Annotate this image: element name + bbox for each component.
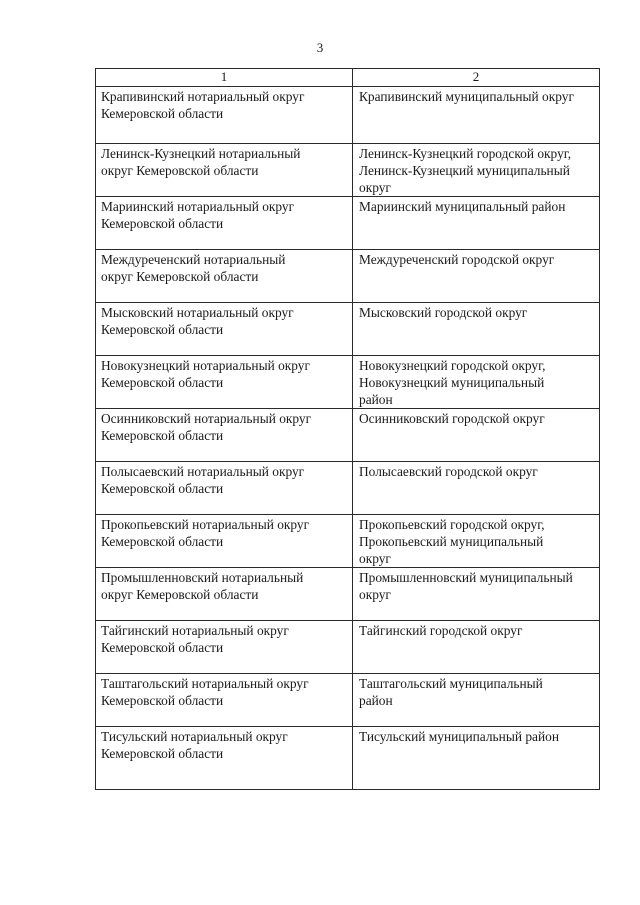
table-row xyxy=(96,515,600,568)
municipality-cell xyxy=(353,303,600,356)
notarial-district-name: Тайгинский нотариальный округ Кемеровской области xyxy=(101,623,289,655)
table-row xyxy=(96,568,600,621)
column-header-1: 1 xyxy=(96,69,353,87)
municipality-name: Промышленновский муниципальный округ xyxy=(359,570,573,602)
notarial-district-cell xyxy=(96,727,353,790)
table-row xyxy=(96,727,600,790)
municipality-cell xyxy=(353,409,600,462)
municipality-name: Ленинск-Кузнецкий городской округ, Ленинск-Кузнецкий муниципальный округ xyxy=(359,146,572,195)
municipality-cell xyxy=(353,144,600,197)
notarial-district-name: Междуреченский нотариальный округ Кемеровской области xyxy=(101,252,286,284)
municipality-name: Осинниковский городской округ xyxy=(359,411,545,426)
notarial-district-cell xyxy=(96,356,353,409)
notarial-district-name: Полысаевский нотариальный округ Кемеровской области xyxy=(101,464,305,496)
table-row xyxy=(96,250,600,303)
municipality-name: Крапивинский муниципальный округ xyxy=(359,89,574,104)
municipality-cell xyxy=(353,727,600,790)
municipality-cell xyxy=(353,515,600,568)
notarial-district-name: Прокопьевский нотариальный округ Кемеровской области xyxy=(101,517,310,549)
notarial-district-name: Крапивинский нотариальный округ Кемеровской области xyxy=(101,89,305,121)
notarial-district-name: Тисульский нотариальный округ Кемеровской области xyxy=(101,729,288,761)
table-row xyxy=(96,303,600,356)
municipality-name: Тайгинский городской округ xyxy=(359,623,523,638)
municipality-name: Полысаевский городской округ xyxy=(359,464,538,479)
notarial-district-name: Ленинск-Кузнецкий нотариальный округ Кемеровской области xyxy=(101,146,301,178)
table-row xyxy=(96,621,600,674)
notarial-district-cell xyxy=(96,250,353,303)
notarial-districts-table xyxy=(95,68,600,790)
municipality-cell xyxy=(353,674,600,727)
notarial-district-name: Таштагольский нотариальный округ Кемеровской области xyxy=(101,676,309,708)
notarial-district-cell xyxy=(96,87,353,144)
notarial-district-cell xyxy=(96,568,353,621)
table-row xyxy=(96,197,600,250)
table-row xyxy=(96,356,600,409)
notarial-district-cell xyxy=(96,197,353,250)
municipality-name: Мысковский городской округ xyxy=(359,305,528,320)
page-number: 3 xyxy=(316,40,324,55)
notarial-district-cell xyxy=(96,409,353,462)
notarial-district-cell xyxy=(96,621,353,674)
municipality-name: Мариинский муниципальный район xyxy=(359,199,566,214)
table-header-row xyxy=(96,69,600,87)
notarial-district-name: Промышленновский нотариальный округ Кемеровской области xyxy=(101,570,304,602)
municipality-name: Междуреченский городской округ xyxy=(359,252,555,267)
municipality-cell xyxy=(353,250,600,303)
municipality-name: Тисульский муниципальный район xyxy=(359,729,559,744)
municipality-cell xyxy=(353,87,600,144)
table-row xyxy=(96,87,600,144)
notarial-district-name: Осинниковский нотариальный округ Кемеровской области xyxy=(101,411,312,443)
municipality-name: Новокузнецкий городской округ, Новокузнецкий муниципальный район xyxy=(359,358,546,407)
municipality-name: Прокопьевский городской округ, Прокопьевский муниципальный округ xyxy=(359,517,545,566)
notarial-district-name: Новокузнецкий нотариальный округ Кемеровской области xyxy=(101,358,310,390)
column-header-2: 2 xyxy=(353,69,600,87)
municipality-cell xyxy=(353,462,600,515)
municipality-cell xyxy=(353,197,600,250)
table-row xyxy=(96,674,600,727)
notarial-district-name: Мариинский нотариальный округ Кемеровской области xyxy=(101,199,295,231)
table-row xyxy=(96,462,600,515)
municipality-cell xyxy=(353,621,600,674)
notarial-district-cell xyxy=(96,462,353,515)
notarial-district-cell xyxy=(96,144,353,197)
notarial-district-cell xyxy=(96,303,353,356)
municipality-cell xyxy=(353,568,600,621)
municipality-name: Таштагольский муниципальный район xyxy=(359,676,543,708)
notarial-district-cell xyxy=(96,515,353,568)
notarial-district-name: Мысковский нотариальный округ Кемеровской области xyxy=(101,305,294,337)
notarial-district-cell xyxy=(96,674,353,727)
municipality-cell xyxy=(353,356,600,409)
table-row xyxy=(96,409,600,462)
table-row xyxy=(96,144,600,197)
